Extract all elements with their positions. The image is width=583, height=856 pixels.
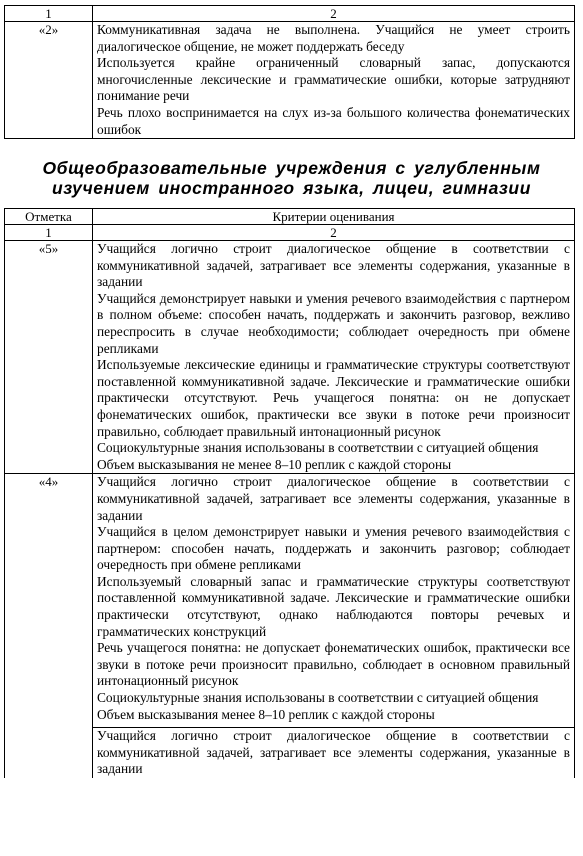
column-number-row: [5, 225, 575, 241]
header-criteria: Критерии оценивания: [93, 209, 575, 225]
criterion-text: Используемый словарный запас и грамматические структуры соответствуют поставленной коммуникативной задаче. Лексические и грамматические ошибки практически отсутствуют, однако наблюдаются повторы речевых и грамматических конструкций: [97, 573, 570, 639]
table-row: [5, 474, 575, 778]
criterion-text: Объем высказывания не менее 8–10 реплик с каждой стороны: [97, 456, 452, 472]
column-number-1: 1: [5, 6, 93, 22]
section-heading-line-1: Общеобразовательные учреждения с углубленным: [42, 158, 541, 178]
column-number-2: 2: [93, 225, 575, 241]
criterion-text: Социокультурные знания использованы в соответствии с ситуацией общения: [97, 440, 539, 456]
criterion-text: Коммуникативная задача не выполнена. Учащийся не умеет строить диалогическое общение, не может поддержать беседу: [97, 22, 570, 54]
criterion-text: Учащийся логично строит диалогическое общение в соответствии с коммуникативной задачей, затрагивает все элементы содержания, указанные в задании: [97, 241, 570, 290]
criterion-text: Социокультурные знания использованы в соответствии с ситуацией общения: [97, 690, 539, 706]
grade-criteria-table-continued: [4, 5, 575, 139]
continuation-block: [93, 727, 574, 778]
criterion-text: Учащийся демонстрирует навыки и умения речевого взаимодействия с партнером в полном объеме: способен начать, поддержать и закончить разговор, вежливо переспросить в случае необходимости; соблюдает очередность при обмене репликами: [97, 290, 570, 356]
grade-cell: «5»: [5, 241, 93, 474]
criteria-cell: [93, 474, 575, 778]
criterion-text: Учащийся логично строит диалогическое общение в соответствии с коммуникативной задачей, затрагивает все элементы содержания, указанные в задании: [97, 474, 570, 523]
section-heading-line-2: изучением иностранного языка, лицеи, гимназии: [51, 178, 532, 198]
grade-cell: «4»: [5, 474, 93, 778]
table-row: [5, 241, 575, 474]
criteria-cell: [93, 241, 575, 474]
table-row: [5, 22, 575, 139]
criterion-text: Используется крайне ограниченный словарный запас, допускаются многочисленные лексические и грамматические ошибки, которые затрудняют понимание речи: [97, 55, 570, 104]
column-number-row: [5, 6, 575, 22]
criterion-text: Учащийся в целом демонстрирует навыки и умения речевого взаимодействия с партнером: способен начать, поддержать и закончить разговор; соблюдает очередность при обмене репликами: [97, 524, 570, 573]
grade-cell: «2»: [5, 22, 93, 139]
header-grade: Отметка: [5, 209, 93, 225]
criteria-cell: [93, 22, 575, 139]
criterion-text: Речь учащегося понятна: не допускает фонематических ошибок, практически все звуки в потоке речи произносит правильно, соблюдает в основном правильный интонационный рисунок: [97, 640, 570, 689]
criterion-text: Речь плохо воспринимается на слух из-за большого количества фонематических ошибок: [97, 104, 570, 137]
column-number-1: 1: [5, 225, 93, 241]
grade-criteria-table: [4, 208, 575, 778]
header-row: [5, 209, 575, 225]
column-number-2: 2: [93, 6, 575, 22]
criterion-text: Учащийся логично строит диалогическое общение в соответствии с коммуникативной задачей, затрагивает все элементы содержания, указанные в задании: [97, 728, 570, 777]
criterion-text: Используемые лексические единицы и грамматические структуры соответствуют поставленной коммуникативной задаче. Лексические и грамматические ошибки практически отсутствуют. Речь учащегося понятна: он не допускает фонематических ошибок, практически все звуки в потоке речи произносит правильно, соблюдает правильный интонационный рисунок: [97, 357, 570, 439]
criterion-text: Объем высказывания менее 8–10 реплик с каждой стороны: [97, 706, 435, 722]
